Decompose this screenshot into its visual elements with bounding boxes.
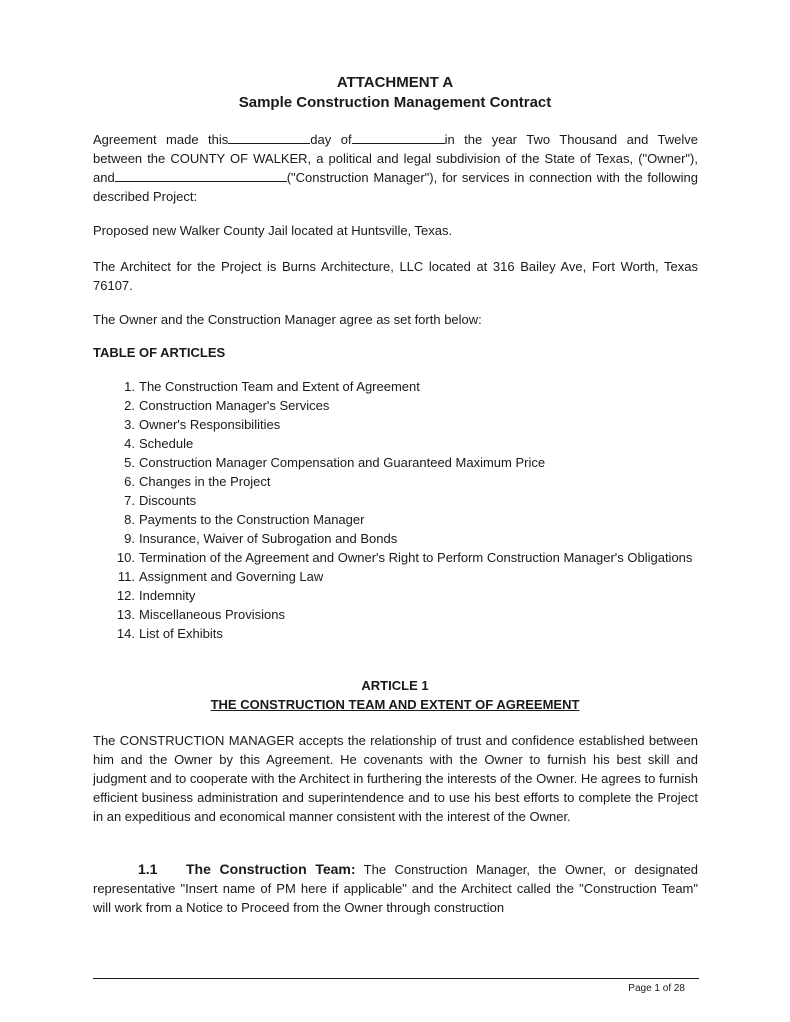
architect-paragraph: The Architect for the Project is Burns Architecture, LLC located at 316 Bailey Ave, Fort Worth, Texas 76107. (93, 259, 698, 293)
agreement-text-4: ("Construction Manager"), for services in connection with the following described Project: (93, 170, 698, 204)
toc-item (113, 510, 703, 529)
toc-item-number: 7. (124, 493, 135, 508)
agreement-text-3: in the year Two Thousand and Twelve between the COUNTY OF WALKER, a political and legal subdivision of the State of Texas, ("Owner"), and (93, 132, 698, 185)
toc-item-number: 13. (116, 607, 135, 622)
toc-item (113, 415, 703, 434)
section-1-1-number: 1.1 (138, 861, 158, 877)
toc-heading: TABLE OF ARTICLES (93, 345, 226, 360)
toc-item (113, 605, 703, 624)
toc-item-text: Termination of the Agreement and Owner's Right to Perform Construction Manager's Obligations (139, 550, 693, 565)
toc-item-text: Assignment and Governing Law (139, 569, 324, 584)
toc-item-text: The Construction Team and Extent of Agreement (139, 379, 420, 394)
toc-item (113, 586, 703, 605)
toc-item-number: 8. (124, 512, 135, 527)
toc-item-text: Construction Manager Compensation and Guaranteed Maximum Price (139, 455, 546, 470)
document-subtitle: Sample Construction Management Contract (238, 94, 552, 111)
toc-item-number: 11. (117, 569, 135, 584)
page-number: Page 1 of 28 (628, 983, 685, 994)
agreement-paragraph (93, 130, 698, 206)
toc-item (113, 567, 703, 586)
article-1-body: The CONSTRUCTION MANAGER accepts the relationship of trust and confidence established between him and the Owner by this Agreement. He covenants with the Owner to furnish his best skill and judgment and to cooperate with the Architect in furthering the interests of the Owner. He agrees to furnish efficient business administration and superintendence and to use his best efforts to complete the Project in an expeditious and economical manner consistent with the interest of the Owner. (93, 733, 698, 824)
toc-item (113, 377, 703, 396)
toc-item (113, 548, 703, 567)
article-1-number: ARTICLE 1 (361, 678, 429, 693)
toc-item (113, 472, 703, 491)
table-of-articles (113, 377, 703, 643)
toc-item-text: List of Exhibits (139, 626, 223, 641)
document-title: ATTACHMENT A (336, 74, 454, 91)
toc-item-text: Miscellaneous Provisions (139, 607, 285, 622)
toc-item-text: Insurance, Waiver of Subrogation and Bonds (139, 531, 398, 546)
footer-divider (93, 978, 699, 979)
toc-item-text: Changes in the Project (139, 474, 271, 489)
toc-item-text: Indemnity (139, 588, 196, 603)
toc-item-number: 1. (124, 379, 135, 394)
article-1-title: THE CONSTRUCTION TEAM AND EXTENT OF AGREEMENT (210, 697, 580, 712)
toc-item-text: Discounts (139, 493, 197, 508)
agreement-text-2: day of (310, 132, 352, 147)
date-month-blank (352, 131, 445, 144)
toc-item-number: 12. (116, 588, 135, 603)
section-1-1 (93, 860, 698, 917)
toc-item-text: Schedule (139, 436, 194, 451)
toc-item-text: Construction Manager's Services (139, 398, 330, 413)
agreement-statement: The Owner and the Construction Manager agree as set forth below: (93, 312, 482, 327)
section-1-1-title: The Construction Team: (186, 861, 356, 877)
toc-item (113, 453, 703, 472)
toc-item-number: 3. (124, 417, 135, 432)
toc-item-text: Payments to the Construction Manager (139, 512, 365, 527)
project-paragraph: Proposed new Walker County Jail located at Huntsville, Texas. (93, 223, 453, 238)
toc-item-number: 10. (116, 550, 135, 565)
section-1-1-body: The Construction Manager, the Owner, or designated representative "Insert name of PM here if applicable" and the Architect called the "Construction Team" will work from a Notice to Proceed from the Owner through construction (93, 862, 698, 915)
toc-item (113, 434, 703, 453)
toc-item (113, 624, 703, 643)
toc-item-number: 6. (124, 474, 135, 489)
toc-item-number: 4. (124, 436, 135, 451)
date-day-blank (228, 131, 310, 144)
toc-item (113, 491, 703, 510)
agreement-text-1: Agreement made this (93, 132, 229, 147)
toc-item-text: Owner's Responsibilities (139, 417, 281, 432)
toc-item-number: 14. (116, 626, 135, 641)
toc-item (113, 529, 703, 548)
construction-manager-name-blank (115, 169, 287, 182)
toc-item-number: 5. (124, 455, 135, 470)
toc-item-number: 9. (124, 531, 135, 546)
toc-item-number: 2. (124, 398, 135, 413)
toc-item (113, 396, 703, 415)
